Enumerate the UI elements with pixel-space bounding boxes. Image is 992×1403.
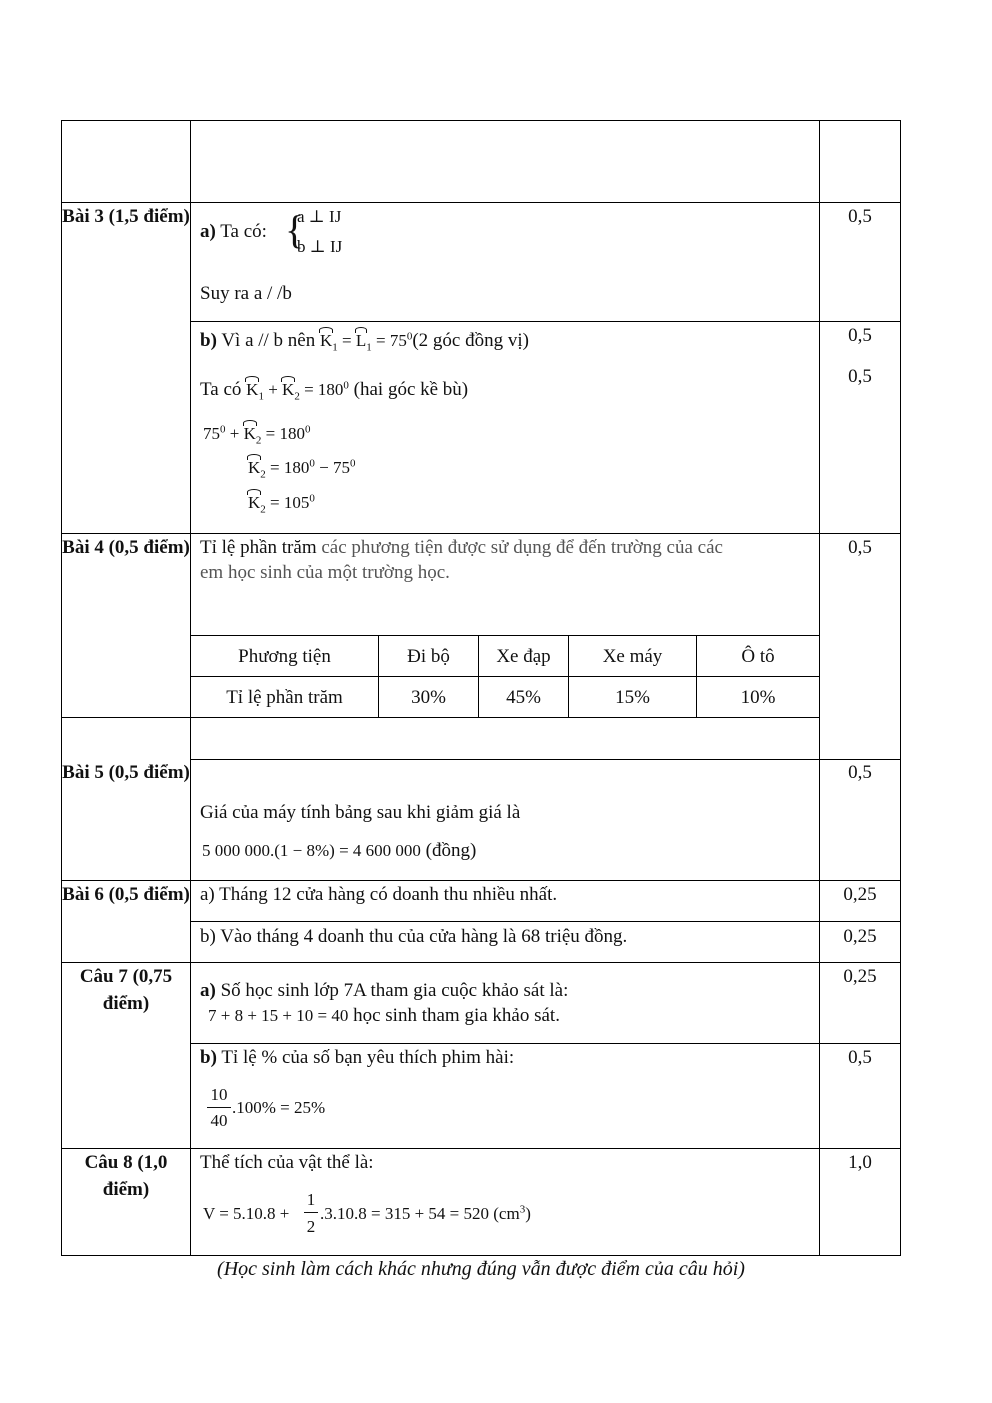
cau8-fraction-denominator: 2	[306, 1217, 316, 1236]
bai4-text-line2: em học sinh của một trường học.	[200, 562, 450, 583]
bai3-a-line1: a ⊥ IJ	[297, 207, 342, 226]
bai4-text-line1: Tỉ lệ phần trăm các phương tiện được sử dụng để đến trường của các	[200, 537, 723, 558]
bai5-formula: 5 000 000.(1 − 8%) = 4 600 000 (đồng)	[202, 840, 477, 861]
bai3-score-b1: 0,5	[848, 325, 872, 346]
bai4-score: 0,5	[848, 537, 872, 558]
bai3-a-line2: b ⊥ IJ	[297, 237, 343, 256]
table-header-cell: Ô tô	[741, 646, 775, 667]
bai3-a-intro: a) Ta có:	[200, 221, 267, 242]
cau7-score-b: 0,5	[848, 1047, 872, 1068]
cau7-a: a) Số học sinh lớp 7A tham gia cuộc khảo sát là:	[200, 980, 569, 1001]
cau7-fraction-bar	[207, 1107, 231, 1108]
bai3-score-b2: 0,5	[848, 366, 872, 387]
footnote: (Học sinh làm cách khác nhưng đúng vẫn được điểm của câu hỏi)	[217, 1258, 745, 1280]
bai3-label: Bài 3 (1,5 điểm)	[62, 206, 190, 227]
table-header-cell: Xe máy	[602, 646, 663, 667]
cau7-b: b) Tỉ lệ % của số bạn yêu thích phim hài:	[200, 1047, 515, 1068]
table-cell: 30%	[411, 687, 446, 708]
cau8-text: Thể tích của vật thể là:	[200, 1152, 374, 1173]
cau8-fraction-numerator: 1	[306, 1190, 316, 1209]
bai3-b-line2: Ta có $K_1 + K_2 = 180^0$ (hai góc kề bù)	[200, 379, 469, 403]
bai3-score-a: 0,5	[848, 206, 872, 227]
bai3-step1: $75^0 + K_2 = 180^0$	[203, 423, 311, 447]
bai6-b: b) Vào tháng 4 doanh thu của cửa hàng là 68 triệu đồng.	[200, 926, 628, 947]
cau8-formula-post: .3.10.8 = 315 + 54 = 520 $(cm^3)$	[320, 1203, 531, 1223]
table-header-cell: Xe đạp	[496, 646, 551, 667]
table-cell: 45%	[506, 687, 541, 708]
bai6-a: a) Tháng 12 cửa hàng có doanh thu nhiều nhất.	[200, 884, 558, 905]
cau8-score: 1,0	[848, 1152, 872, 1173]
cau7-fraction-numerator: 10	[210, 1085, 228, 1104]
cau7-score-a: 0,25	[843, 966, 877, 987]
cau8-fraction-bar	[304, 1212, 318, 1213]
table-cell: 10%	[740, 687, 776, 708]
table-header-cell: Phương tiện	[238, 646, 331, 667]
table-cell: Tỉ lệ phần trăm	[226, 687, 343, 708]
cau7-label: Câu 7 (0,75 điểm)	[79, 966, 173, 1014]
cau7-b-result: .100% = 25%	[232, 1098, 326, 1117]
table-cell: 15%	[615, 687, 650, 708]
bai3-a-conclusion: Suy ra a / /b	[200, 283, 292, 304]
brace-symbol: {	[285, 207, 305, 252]
bai4-label: Bài 4 (0,5 điểm)	[62, 537, 190, 558]
bai6-score-a: 0,25	[843, 884, 877, 905]
bai5-text: Giá của máy tính bảng sau khi giảm giá là	[200, 802, 521, 823]
cau7-fraction-denominator: 40	[210, 1111, 228, 1130]
cau8-formula-pre: V = 5.10.8 +	[203, 1204, 290, 1223]
bai6-score-b: 0,25	[843, 926, 877, 947]
cau7-a-formula: 7 + 8 + 15 + 10 = 40 học sinh tham gia khảo sát.	[208, 1005, 560, 1026]
bai3-step2: $K_2 = 180^0 - 75^0$	[248, 457, 356, 481]
bai3-b-line1: b) Vì a // b nên $K_1 = L_1 = 75^0(2$ góc đồng vị)	[200, 330, 529, 354]
bai3-step3: $K_2 = 105^0$	[248, 492, 315, 516]
bai6-label: Bài 6 (0,5 điểm)	[62, 884, 190, 905]
bai5-score: 0,5	[848, 762, 872, 783]
table-header-cell: Đi bộ	[407, 646, 450, 667]
bai5-label: Bài 5 (0,5 điểm)	[62, 762, 190, 783]
cau8-label: Câu 8 (1,0 điểm)	[84, 1152, 168, 1200]
